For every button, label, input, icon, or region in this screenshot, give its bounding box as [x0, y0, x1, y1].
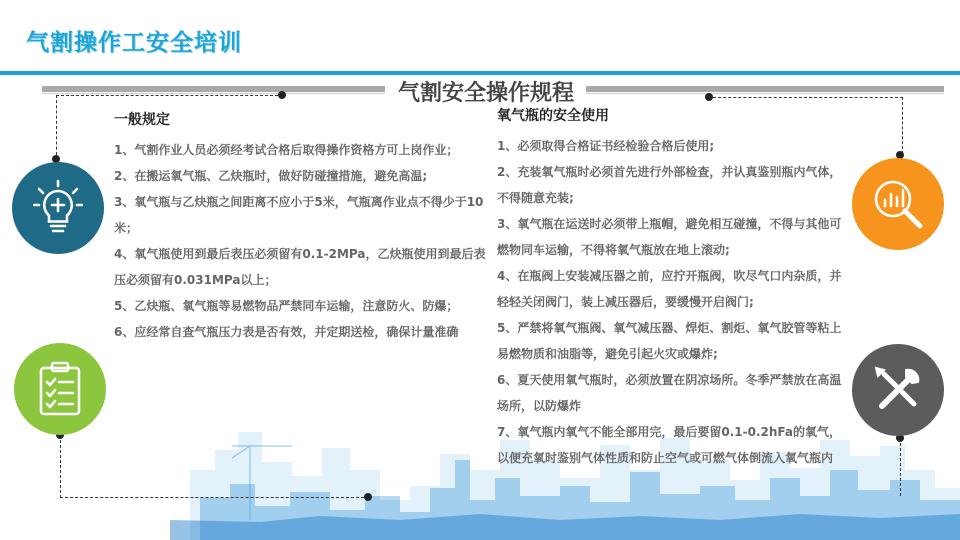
rule-item: 2、在搬运氧气瓶、乙炔瓶时，做好防碰撞措施，避免高温; — [114, 169, 428, 183]
oxygen-cylinder-heading: 氧气瓶的安全使用 — [497, 108, 609, 124]
connector-line — [60, 435, 369, 498]
connector-dot — [705, 93, 713, 101]
rule-item: 4、在瓶阀上安装减压器之前，应拧开瓶阀，吹尽气口内杂质，并轻轻关闭阀门，装上减压器后，要缓慢开启阀门; — [497, 269, 842, 309]
rule-item: 3、氧气瓶与乙炔瓶之间距离不应小于5米，气瓶离作业点不得少于10米； — [114, 195, 484, 235]
connector-dot — [278, 91, 286, 99]
rule-item: 7、氧气瓶内氧气不能全部用完，最后要留0.1-0.2hFa的氧气，以便充氧时鉴别气体性质和防止空气或可燃气体倒流入氧气瓶内 — [497, 425, 841, 465]
oxygen-cylinder-section — [497, 105, 843, 471]
rule-item: 5、乙炔瓶、氧气瓶等易燃物品严禁同车运输，注意防火、防爆； — [114, 299, 459, 313]
lightbulb-plus-icon — [12, 162, 104, 254]
rule-item: 4、氧气瓶使用到最后表压必须留有0.1-2MPa，乙炔瓶使用到最后表压必须留有0.031MPa以上； — [114, 247, 486, 287]
general-rules-section — [114, 109, 494, 345]
banner-bar-right — [586, 86, 944, 92]
page-title: 气割操作工安全培训 — [26, 30, 242, 56]
rule-item: 6、夏天使用氧气瓶时，必须放置在阴凉场所。冬季严禁放在高温场所，以防爆炸 — [497, 373, 842, 413]
chart-magnifier-icon — [852, 158, 944, 250]
connector-line — [900, 438, 901, 496]
banner-bar-left — [42, 86, 385, 92]
checklist-icon — [14, 343, 106, 435]
rule-item: 5、严禁将氧气瓶阀、氧气减压器、焊炬、割炬、氧气胶管等粘上易燃物质和油脂等，避免引起火灾或爆炸; — [497, 321, 842, 361]
header-divider — [0, 71, 960, 75]
rule-item: 3、氧气瓶在运送时必须带上瓶帽，避免相互碰撞，不得与其他可燃物同车运输，不得将氧气瓶放在地上滚动; — [497, 217, 842, 257]
general-rules-heading: 一般规定 — [114, 112, 170, 128]
rule-item: 1、气割作业人员必须经考试合格后取得操作资格方可上岗作业； — [114, 143, 459, 157]
connector-dot — [364, 493, 372, 501]
wrench-screwdriver-icon — [852, 344, 944, 436]
rule-item: 6、应经常自查气瓶压力表是否有效，并定期送检，确保计量准确 — [114, 325, 459, 339]
section-banner-title: 气割安全操作规程 — [397, 81, 574, 106]
rule-item: 1、必须取得合格证书经检验合格后使用; — [497, 139, 715, 153]
rule-item: 2、充装氧气瓶时必须首先进行外部检查，并认真鉴别瓶内气体，不得随意充装; — [497, 165, 842, 205]
